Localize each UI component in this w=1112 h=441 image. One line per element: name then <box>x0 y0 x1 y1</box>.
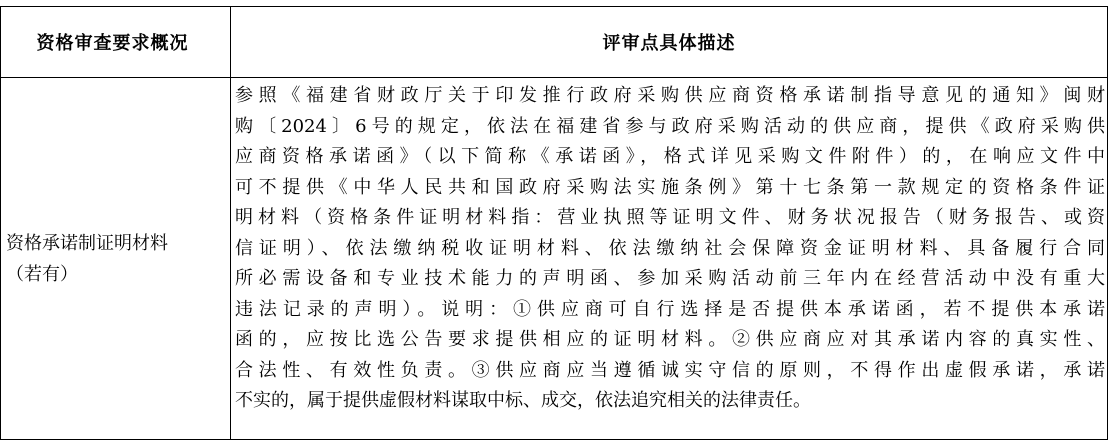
description-line: 购〔2024〕6号的规定，依法在福建省参与政府采购活动的供应商，提供《政府采购供 <box>235 115 1105 137</box>
row-label-line: 资格承诺制证明材料 <box>6 232 168 254</box>
requirements-table <box>0 6 1108 440</box>
description-line: 违法记录的声明）。说明：①供应商可自行选择是否提供本承诺函，若不提供本承诺 <box>235 298 1105 320</box>
row-label-line: （若有） <box>6 263 78 285</box>
description-line: 信证明）、依法缴纳税收证明材料、依法缴纳社会保障资金证明材料、具备履行合同 <box>235 237 1105 259</box>
description-line: 明材料（资格条件证明材料指：营业执照等证明文件、财务状况报告（财务报告、或资 <box>235 207 1105 228</box>
description-line: 参照《福建省财政厅关于印发推行政府采购供应商资格承诺制指导意见的通知》闽财 <box>235 85 1105 106</box>
description-line: 可不提供《中华人民共和国政府采购法实施条例》第十七条第一款规定的资格条件证 <box>235 176 1105 198</box>
table-row <box>1 78 1108 440</box>
table-header-row <box>1 7 1108 78</box>
description-line: 合法性、有效性负责。③供应商应当遵循诚实守信的原则，不得作出虚假承诺，承诺 <box>235 359 1105 381</box>
header-review-description: 评审点具体描述 <box>231 7 1108 78</box>
description-line: 应商资格承诺函》（以下简称《承诺函》，格式详见采购文件附件）的，在响应文件中 <box>235 146 1105 167</box>
header-requirement-overview: 资格审查要求概况 <box>1 7 231 78</box>
description-line: 所必需设备和专业技术能力的声明函、参加采购活动前三年内在经营活动中没有重大 <box>235 268 1105 289</box>
row-description-cell <box>231 78 1108 440</box>
description-line: 不实的，属于提供虚假材料谋取中标、成交，依法追究相关的法律责任。 <box>235 390 811 411</box>
row-label-cell <box>1 78 231 440</box>
description-line: 函的，应按比选公告要求提供相应的证明材料。②供应商应对其承诺内容的真实性、 <box>235 329 1105 350</box>
